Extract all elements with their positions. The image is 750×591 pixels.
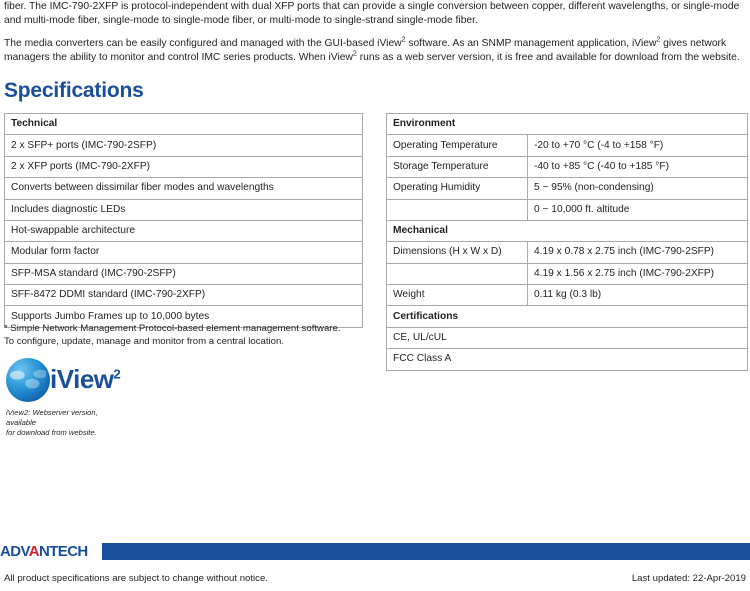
technical-row-1: 2 x XFP ports (IMC-790-2XFP) [5,156,363,177]
iview-superscript: 2 [113,366,121,382]
footnote [4,323,340,348]
technical-header: Technical [5,114,363,135]
intro-p2-part1: The media converters can be easily configured and managed with the GUI-based iView [4,38,402,49]
mechanical-value-1: 4.19 x 1.56 x 2.75 inch (IMC-790-2XFP) [528,263,748,284]
technical-row-2: Converts between dissimilar fiber modes and wavelengths [5,178,363,199]
table-row [5,263,363,284]
table-row [387,178,748,199]
table-row [387,242,748,263]
certifications-row-1: FCC Class A [387,349,748,370]
technical-row-8: Supports Jumbo Frames up to 10,000 bytes [5,306,363,327]
footer-bar [0,543,750,560]
table-row [5,242,363,263]
intro-paragraph-1: fiber. The IMC-790-2XFP is protocol-independent with dual XFP ports that can provide a single conversion between copper, different wavelengths, or single-mode and multi-mode fiber, single-mode to single-mode fiber, or multi-mode to single-strand single-mode fiber. [4,1,740,26]
environment-value-3: 0 ~ 10,000 ft. altitude [528,199,748,220]
table-row [5,285,363,306]
intro-p2-part3: gives network managers the ability to monitor and control IMC series products. When iView [4,38,727,63]
table-row [387,285,748,306]
technical-row-0: 2 x SFP+ ports (IMC-790-2SFP) [5,135,363,156]
table-row [387,349,748,370]
iview-word-text: iView [50,364,114,394]
mechanical-label-0: Dimensions (H x W x D) [387,242,528,263]
table-row [387,306,748,327]
logo-part-2: A [28,543,39,560]
table-row [387,263,748,284]
environment-value-0: -20 to +70 °C (-4 to +158 °F) [528,135,748,156]
environment-header: Environment [387,114,748,135]
certifications-header: Certifications [387,306,748,327]
environment-label-3 [387,199,528,220]
table-row [387,156,748,177]
table-row [5,178,363,199]
certifications-row-0: CE, UL/cUL [387,327,748,348]
iview-caption-line-1: iView2: Webserver version, available [6,408,98,427]
footer-disclaimer: All product specifications are subject to change without notice. [4,573,268,584]
intro-p2-sup3: 2 [352,50,357,58]
environment-label-0: Operating Temperature [387,135,528,156]
technical-row-6: SFP-MSA standard (IMC-790-2SFP) [5,263,363,284]
mechanical-value-0: 4.19 x 0.78 x 2.75 inch (IMC-790-2SFP) [528,242,748,263]
table-row [387,220,748,241]
intro-p2-part4: runs as a web server version, it is free and available for download from the website. [356,51,740,63]
intro-paragraph-2 [4,37,748,64]
specifications-heading: Specifications [4,79,144,102]
iview-wordmark [50,364,120,395]
table-row [5,156,363,177]
advantech-logo [0,543,102,560]
technical-table [4,113,363,328]
mechanical-label-2: Weight [387,285,528,306]
iview-caption [6,408,126,438]
table-row [5,199,363,220]
technical-row-4: Hot-swappable architecture [5,220,363,241]
environment-value-2: 5 ~ 95% (non-condensing) [528,178,748,199]
footnote-line-2: To configure, update, manage and monitor from a central location. [4,335,284,347]
table-row [5,114,363,135]
mechanical-value-2: 0.11 kg (0.3 lb) [528,285,748,306]
mechanical-header: Mechanical [387,220,748,241]
globe-icon [6,358,50,402]
footnote-line-1: * Simple Network Management Protocol-based element management software. [4,323,341,334]
intro-p2-sup2: 2 [656,36,661,44]
advantech-logo-text [0,543,88,560]
intro-p2-part2: software. As an SNMP management application, iView [405,38,657,49]
table-row [5,220,363,241]
logo-part-3: NTECH [39,543,88,560]
technical-row-3: Includes diagnostic LEDs [5,199,363,220]
table-row [387,135,748,156]
table-row [387,199,748,220]
technical-row-5: Modular form factor [5,242,363,263]
logo-part-1: ADV [0,543,29,560]
technical-row-7: SFF-8472 DDMI standard (IMC-790-2XFP) [5,285,363,306]
iview-caption-line-2: for download from website. [6,428,97,437]
environment-mechanical-table [386,113,748,371]
table-row [5,135,363,156]
environment-label-1: Storage Temperature [387,156,528,177]
intro-p2-sup1: 2 [401,36,406,44]
mechanical-label-1 [387,263,528,284]
environment-label-2: Operating Humidity [387,178,528,199]
footer-last-updated: Last updated: 22-Apr-2019 [631,573,746,584]
environment-value-1: -40 to +85 °C (-40 to +185 °F) [528,156,748,177]
table-row [387,327,748,348]
table-row [387,114,748,135]
intro-text [4,0,748,74]
